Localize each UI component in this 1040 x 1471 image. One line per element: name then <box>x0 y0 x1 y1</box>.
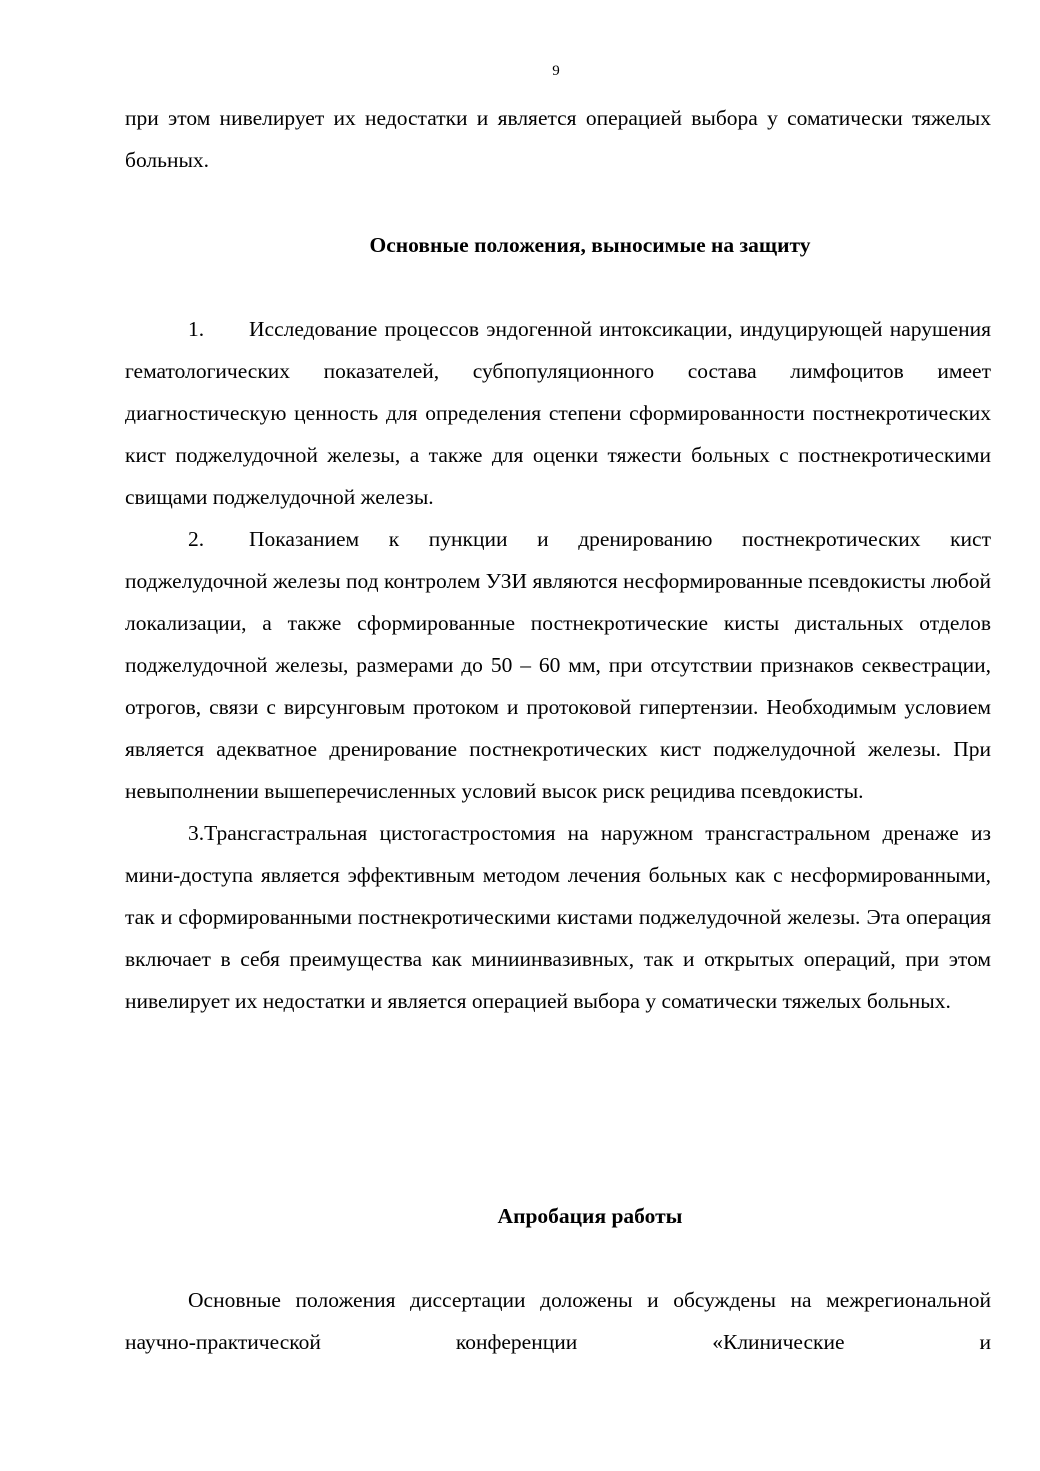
defense-point-2-text: Показанием к пункции и дренированию постнекротических кист поджелудочной железы под контролем УЗИ являются несформированные псевдокисты любой локализации, а также сформированные постнекротические кисты дистальных отделов поджелудочной железы, размерами до 50 – 60 мм, при отсутствии признаков секвестрации, отрогов, связи с вирсунговым протоком и протоковой гипертензии. Необходимым условием является адекватное дренирование постнекротических кист поджелудочной железы. При невыполнении вышеперечисленных условий высок риск рецидива псевдокисты. <box>125 527 991 803</box>
approbation-text: Основные положения диссертации доложены и обсуждены на межрегиональной научно-практической конференции «Клинические и <box>125 1288 991 1354</box>
section-heading-approbation: Апробация работы <box>497 1204 683 1228</box>
defense-point-1-text: Исследование процессов эндогенной интоксикации, индуцирующей нарушения гематологических показателей, субпопуляционного состава лимфоцитов имеет диагностическую ценность для определения степени сформированности постнекротических кист поджелудочной железы, а также для оценки тяжести больных с постнекротическими свищами поджелудочной железы. <box>125 317 991 509</box>
defense-point-1-number: 1. <box>188 317 205 341</box>
page-number: 9 <box>552 63 560 79</box>
defense-point-3-text: 3.Трансгастральная цистогастростомия на наружном трансгастральном дренаже из мини-доступа является эффективным методом лечения больных как с несформированными, так и сформированными постнекротическими кистами поджелудочной железы. Эта операция включает в себя преимущества как миниинвазивных, так и открытых операций, при этом нивелирует их недостатки и является операцией выбора у соматически тяжелых больных. <box>125 821 991 1013</box>
defense-point-2-number: 2. <box>188 527 205 551</box>
defense-points-list <box>125 308 991 1022</box>
intro-paragraph <box>125 97 991 181</box>
section-heading-defense-points: Основные положения, выносимые на защиту <box>369 233 811 257</box>
defense-point-2 <box>125 518 991 812</box>
approbation-paragraph <box>125 1279 991 1363</box>
defense-point-3 <box>125 812 991 1022</box>
intro-text: при этом нивелирует их недостатки и является операцией выбора у соматически тяжелых больных. <box>125 106 991 172</box>
defense-point-1 <box>125 308 991 518</box>
